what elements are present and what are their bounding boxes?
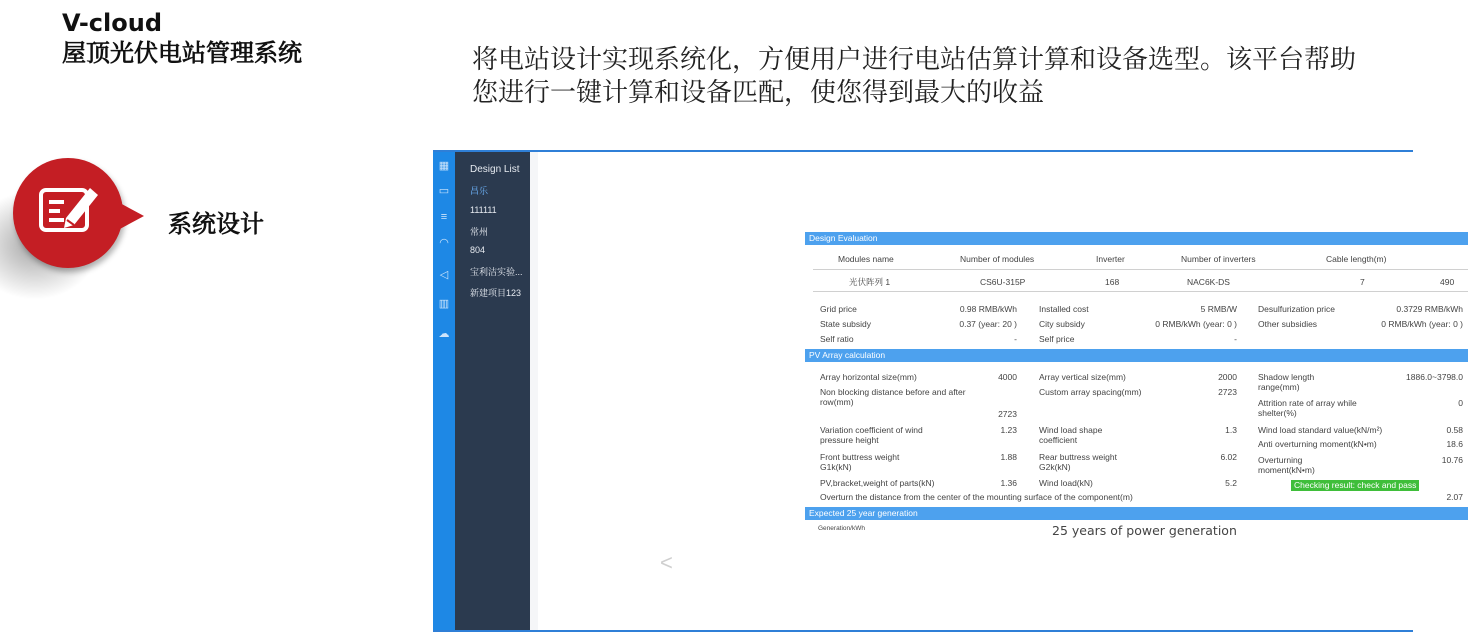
monitor-icon[interactable]: ▭ bbox=[438, 185, 450, 197]
value-city-subsidy: 0 RMB/kWh (year: 0 ) bbox=[1155, 319, 1237, 329]
label-array-horizontal: Array horizontal size(mm) bbox=[820, 372, 917, 382]
table-cell: 490 bbox=[1440, 277, 1455, 287]
badge-circle bbox=[13, 158, 123, 268]
main-area bbox=[530, 152, 1463, 630]
chevron-left-icon[interactable]: < bbox=[660, 550, 673, 575]
label-wind-load: Wind load(kN) bbox=[1039, 478, 1093, 488]
feature-label: 系统设计 bbox=[168, 210, 264, 238]
brand-title: V-cloud bbox=[62, 9, 162, 37]
value-grid-price: 0.98 RMB/kWh bbox=[959, 304, 1017, 314]
list-icon[interactable]: ≡ bbox=[440, 211, 448, 223]
column-header: Inverter bbox=[1096, 254, 1125, 264]
value-array-horizontal: 4000 bbox=[998, 372, 1017, 382]
table-cell: CS6U-315P bbox=[980, 277, 1026, 287]
icon-rail bbox=[433, 152, 455, 630]
label-city-subsidy: City subsidy bbox=[1039, 319, 1085, 329]
section-generation: Expected 25 year generation bbox=[805, 507, 1468, 520]
value-custom-spacing: 2723 bbox=[1218, 387, 1237, 397]
edit-document-icon bbox=[38, 182, 100, 238]
value-wind-standard: 0.58 bbox=[1446, 425, 1463, 435]
cloud-icon[interactable]: ☁ bbox=[438, 328, 450, 340]
label-variation-coefficient: Variation coefficient of wind pressure height bbox=[820, 425, 923, 445]
label-self-price: Self price bbox=[1039, 334, 1075, 344]
sidebar-item[interactable]: 804 bbox=[470, 245, 486, 255]
label-installed-cost: Installed cost bbox=[1039, 304, 1089, 314]
label-desulfurization: Desulfurization price bbox=[1258, 304, 1336, 314]
sidebar-item[interactable]: 宝利洁实验... bbox=[470, 267, 523, 277]
headline: 将电站设计实现系统化，方便用户进行电站估算计算和设备选型。该平台帮助您进行一键计算和设备匹配，使您得到最大的收益 bbox=[472, 45, 1357, 108]
label-wind-shape: Wind load shape coefficient bbox=[1039, 425, 1103, 445]
value-installed-cost: 5 RMB/W bbox=[1200, 304, 1237, 314]
grid-icon[interactable]: ▦ bbox=[438, 160, 450, 172]
label-shadow-length: Shadow length range(mm) bbox=[1258, 372, 1315, 392]
value-wind-load: 5.2 bbox=[1225, 478, 1237, 488]
value-self-price: - bbox=[1234, 334, 1237, 344]
bar-chart-icon[interactable]: ▥ bbox=[438, 298, 450, 310]
value-overturning-moment: 10.76 bbox=[1441, 455, 1463, 465]
value-wind-shape: 1.3 bbox=[1225, 425, 1237, 435]
sidebar bbox=[455, 152, 530, 630]
sidebar-item[interactable]: 新建项目123 bbox=[470, 288, 522, 298]
table-cell: 光伏阵列 1 bbox=[849, 277, 891, 287]
label-rear-buttress: Rear buttress weight G2k(kN) bbox=[1039, 452, 1117, 472]
sidebar-title: Design List bbox=[470, 164, 520, 175]
table-cell: 7 bbox=[1360, 277, 1365, 287]
label-other-subsidies: Other subsidies bbox=[1258, 319, 1318, 329]
value-desulfurization: 0.3729 RMB/kWh bbox=[1396, 304, 1463, 314]
value-self-ratio: - bbox=[1014, 334, 1017, 344]
value-variation-coefficient: 1.23 bbox=[1000, 425, 1017, 435]
value-rear-buttress: 6.02 bbox=[1220, 452, 1237, 462]
table-cell: 168 bbox=[1105, 277, 1120, 287]
column-header: Number of inverters bbox=[1181, 254, 1256, 264]
section-pv-array: PV Array calculation bbox=[805, 349, 1468, 362]
label-state-subsidy: State subsidy bbox=[820, 319, 872, 329]
label-wind-standard: Wind load standard value(kN/m²) bbox=[1258, 425, 1383, 435]
section-design-evaluation: Design Evaluation bbox=[805, 232, 1468, 245]
send-icon[interactable]: ◁ bbox=[439, 269, 449, 281]
label-pv-weight: PV,bracket,weight of parts(kN) bbox=[820, 478, 935, 488]
value-array-vertical: 2000 bbox=[1218, 372, 1237, 382]
value-other-subsidies: 0 RMB/kWh (year: 0 ) bbox=[1381, 319, 1463, 329]
check-result-badge: Checking result: check and pass bbox=[1291, 480, 1419, 491]
sidebar-item[interactable]: 111111 bbox=[470, 205, 497, 215]
label-front-buttress: Front buttress weight G1k(kN) bbox=[820, 452, 900, 472]
label-non-blocking: Non blocking distance before and after row(mm) bbox=[820, 387, 966, 407]
column-header: Cable length(m) bbox=[1326, 254, 1387, 264]
label-self-ratio: Self ratio bbox=[820, 334, 854, 344]
label-attrition: Attrition rate of array while shelter(%) bbox=[1258, 398, 1357, 418]
sidebar-item[interactable]: 常州 bbox=[470, 227, 489, 237]
feature-badge bbox=[0, 150, 150, 290]
value-non-blocking: 2723 bbox=[998, 409, 1017, 419]
label-grid-price: Grid price bbox=[820, 304, 857, 314]
y-axis-label: Generation/kWh bbox=[818, 525, 865, 532]
label-anti-overturning: Anti overturning moment(kN•m) bbox=[1258, 439, 1377, 449]
value-attrition: 0 bbox=[1458, 398, 1463, 408]
value-shadow-length: 1886.0~3798.0 bbox=[1406, 372, 1463, 382]
wifi-icon[interactable]: ◠ bbox=[439, 237, 449, 249]
label-custom-spacing: Custom array spacing(mm) bbox=[1039, 387, 1142, 397]
badge-pointer bbox=[118, 202, 144, 230]
label-overturning-moment: Overturning moment(kN•m) bbox=[1258, 455, 1315, 475]
table-cell: NAC6K-DS bbox=[1187, 277, 1230, 287]
value-anti-overturning: 18.6 bbox=[1446, 439, 1463, 449]
column-header: Modules name bbox=[838, 254, 894, 264]
brand bbox=[62, 8, 302, 68]
value-overturn-distance: 2.07 bbox=[1446, 492, 1463, 502]
brand-subtitle: 屋顶光伏电站管理系统 bbox=[62, 39, 302, 67]
generation-bar-chart bbox=[805, 232, 1468, 630]
value-state-subsidy: 0.37 (year: 20 ) bbox=[959, 319, 1017, 329]
app-screenshot bbox=[433, 150, 1463, 632]
value-front-buttress: 1.88 bbox=[1000, 452, 1017, 462]
label-array-vertical: Array vertical size(mm) bbox=[1039, 372, 1126, 382]
sidebar-item[interactable]: 昌乐 bbox=[470, 186, 489, 196]
value-pv-weight: 1.36 bbox=[1000, 478, 1017, 488]
chart-title: 25 years of power generation bbox=[1052, 523, 1237, 538]
label-overturn-distance: Overturn the distance from the center of the mounting surface of the component(m) bbox=[820, 492, 1133, 502]
column-header: Number of modules bbox=[960, 254, 1035, 264]
